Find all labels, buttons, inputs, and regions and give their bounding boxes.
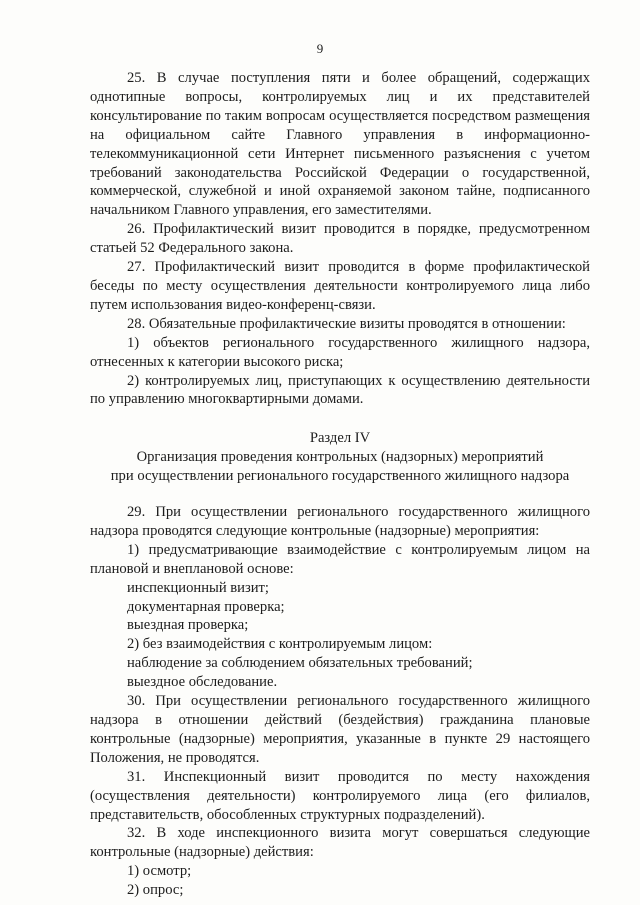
paragraph-28: 28. Обязательные профилактические визиты проводятся в отношении: [127, 315, 566, 332]
section-subtitle-line-2: при осуществлении регионального государственного жилищного надзора [110, 468, 570, 485]
paragraph-31: 31. Инспекционный визит проводится по месту нахождения (осуществления деятельности) контролируемого лица (его филиалов, представительств, обособленных структурных подразделений). [90, 768, 590, 823]
paragraph-27: 27. Профилактический визит проводится в форме профилактической беседы по месту осуществления деятельности контролируемого лица либо путем использования видео-конференц-связи. [90, 259, 590, 313]
section-subtitle-line-1: Организация проведения контрольных (надзорных) мероприятий [136, 449, 544, 466]
paragraph-29-item-2: 2) без взаимодействия с контролируемым лицом: [127, 636, 433, 653]
paragraph-30: 30. При осуществлении регионального государственного жилищного надзора в отношении действий (бездействия) гражданина плановые контрольные (надзорные) мероприятия, указанные в пункте 29 настоящего Положения, не проводятся. [90, 693, 590, 766]
paragraph-32-item-1: 1) осмотр; [127, 863, 192, 880]
paragraph-32-item-2: 2) опрос; [127, 882, 184, 899]
document-body [90, 69, 590, 900]
list-item-documentary-check: документарная проверка; [127, 598, 285, 615]
paragraph-28-item-2: 2) контролируемых лиц, приступающих к осуществлению деятельности по управлению многоквартирными домами. [90, 372, 590, 408]
paragraph-26: 26. Профилактический визит проводится в порядке, предусмотренном статьей 52 Федерального закона. [90, 221, 590, 257]
paragraph-29: 29. При осуществлении регионального государственного жилищного надзора проводятся следующие контрольные (надзорные) мероприятия: [90, 504, 590, 539]
list-item-field-check: выездная проверка; [127, 617, 249, 634]
paragraph-28-item-1: 1) объектов регионального государственного жилищного надзора, отнесенных к категории высокого риска; [90, 334, 590, 370]
paragraph-29-item-1: 1) предусматривающие взаимодействие с контролируемым лицом на плановой и внеплановой основе: [90, 541, 590, 577]
list-item-field-survey: выездное обследование. [127, 674, 278, 691]
section-heading: Раздел IV [309, 430, 371, 447]
list-item-inspection-visit: инспекционный визит; [127, 579, 269, 596]
paragraph-25: 25. В случае поступления пяти и более обращений, содержащих однотипные вопросы, контролируемых лиц и их представителей консультирование по таким вопросам осуществляется посредством размещения на официальном сайте Главного управления в информационно-телекоммуникационной сети Интернет письменного разъяснения с учетом требований законодательства Российской Федерации о государственной, коммерческой, служебной и иной охраняемой законом тайне, подписанного начальником Главного управления, его заместителями. [90, 70, 590, 219]
paragraph-32: 32. В ходе инспекционного визита могут совершаться следующие контрольные (надзорные) действия: [90, 825, 590, 861]
section-header [90, 429, 590, 486]
list-item-observation: наблюдение за соблюдением обязательных требований; [127, 655, 473, 672]
page-number: 9 [316, 41, 324, 56]
